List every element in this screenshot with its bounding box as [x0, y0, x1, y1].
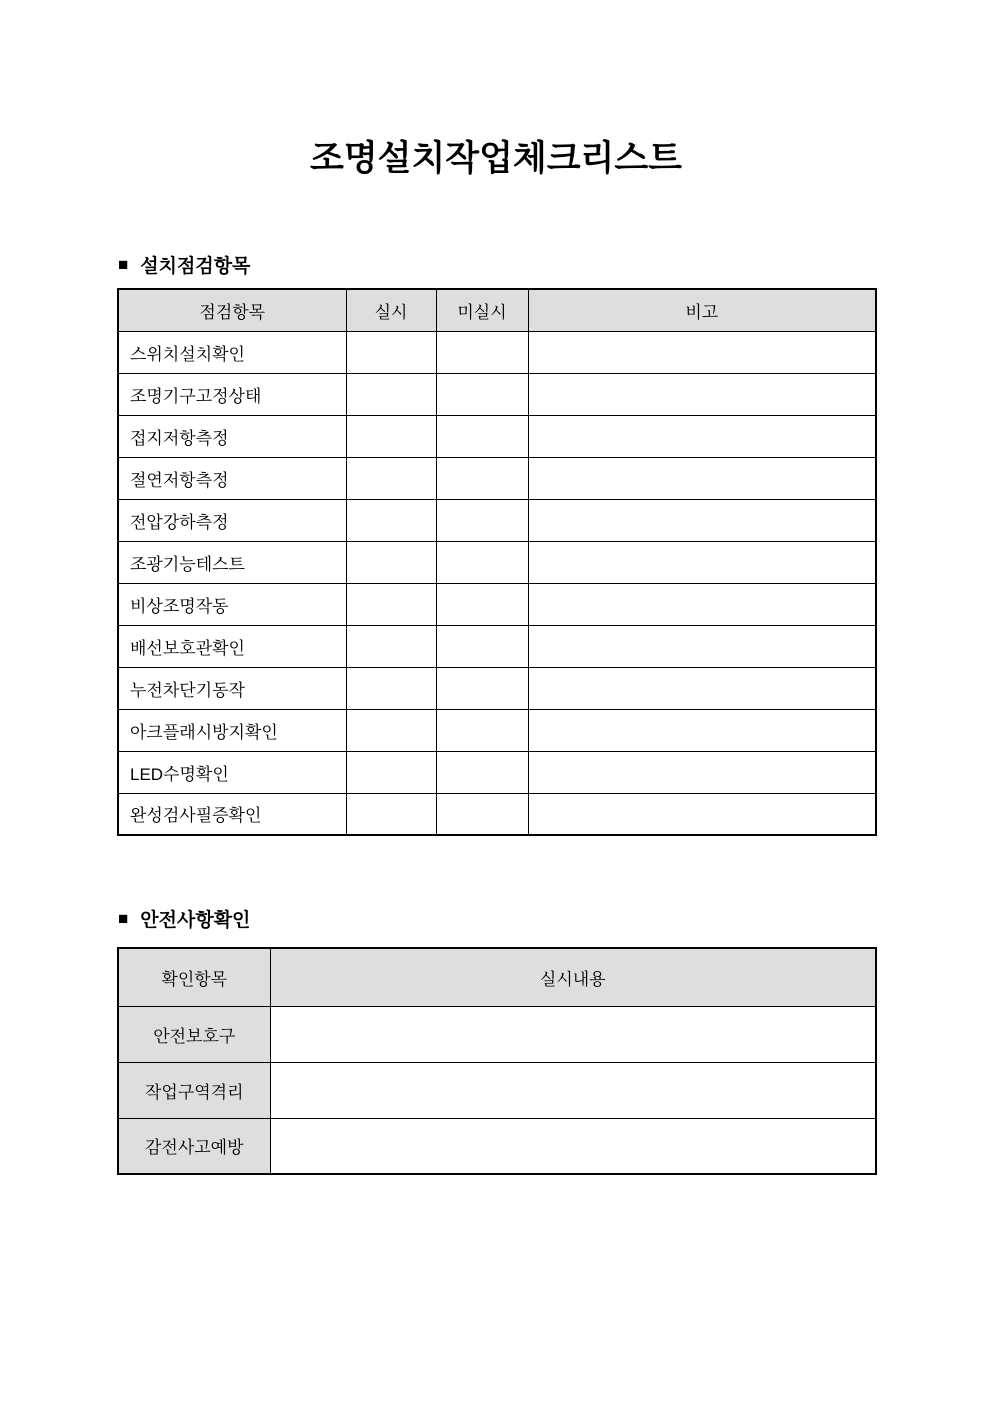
table1-header-remarks: 비고 [528, 289, 876, 331]
table-row [118, 1118, 876, 1174]
remarks-cell [528, 793, 876, 835]
check-item-label: 비상조명작동 [118, 583, 346, 625]
done-cell [346, 751, 436, 793]
done-cell [346, 667, 436, 709]
check-item-label: 전압강하측정 [118, 499, 346, 541]
not-done-cell [436, 751, 528, 793]
remarks-cell [528, 541, 876, 583]
not-done-cell [436, 415, 528, 457]
table-row [118, 709, 876, 751]
remarks-cell [528, 751, 876, 793]
done-cell [346, 793, 436, 835]
not-done-cell [436, 709, 528, 751]
done-cell [346, 583, 436, 625]
square-bullet-icon: ■ [118, 908, 129, 928]
table2-header-item: 확인항목 [118, 948, 270, 1006]
table1-header-notdone: 미실시 [436, 289, 528, 331]
check-item-label: LED수명확인 [118, 751, 346, 793]
not-done-cell [436, 373, 528, 415]
table-row [118, 331, 876, 373]
done-cell [346, 625, 436, 667]
table-row [118, 1006, 876, 1062]
installation-check-table [117, 288, 877, 836]
remarks-cell [528, 499, 876, 541]
not-done-cell [436, 583, 528, 625]
page-title: 조명설치작업체크리스트 [310, 139, 682, 178]
remarks-cell [528, 583, 876, 625]
done-cell [346, 415, 436, 457]
not-done-cell [436, 667, 528, 709]
done-cell [346, 709, 436, 751]
safety-item-label: 감전사고예방 [118, 1118, 270, 1174]
table-row [118, 751, 876, 793]
not-done-cell [436, 457, 528, 499]
content-cell [270, 1062, 876, 1118]
table-row [118, 457, 876, 499]
check-item-label: 배선보호관확인 [118, 625, 346, 667]
not-done-cell [436, 793, 528, 835]
table-row [118, 625, 876, 667]
safety-item-label: 작업구역격리 [118, 1062, 270, 1118]
table1-header-row [118, 289, 876, 331]
check-item-label: 스위치설치확인 [118, 331, 346, 373]
table-row [118, 373, 876, 415]
done-cell [346, 499, 436, 541]
remarks-cell [528, 457, 876, 499]
safety-confirmation-table [117, 947, 877, 1175]
not-done-cell [436, 499, 528, 541]
check-item-label: 접지저항측정 [118, 415, 346, 457]
table2-header-content: 실시내용 [270, 948, 876, 1006]
remarks-cell [528, 415, 876, 457]
section2-heading [118, 905, 250, 932]
table2-header-row [118, 948, 876, 1006]
section1-heading-label: 설치점검항목 [140, 256, 251, 277]
table-row [118, 667, 876, 709]
done-cell [346, 541, 436, 583]
remarks-cell [528, 667, 876, 709]
table1-header-item: 점검항목 [118, 289, 346, 331]
content-cell [270, 1006, 876, 1062]
not-done-cell [436, 625, 528, 667]
remarks-cell [528, 709, 876, 751]
table-row [118, 583, 876, 625]
remarks-cell [528, 331, 876, 373]
table1-header-done: 실시 [346, 289, 436, 331]
check-item-label: 조명기구고정상태 [118, 373, 346, 415]
remarks-cell [528, 625, 876, 667]
table-row [118, 793, 876, 835]
check-item-label: 조광기능테스트 [118, 541, 346, 583]
table-row [118, 541, 876, 583]
remarks-cell [528, 373, 876, 415]
safety-item-label: 안전보호구 [118, 1006, 270, 1062]
table-row [118, 415, 876, 457]
section1-heading [118, 251, 250, 278]
check-item-label: 누전차단기동작 [118, 667, 346, 709]
square-bullet-icon: ■ [118, 254, 129, 274]
table-row [118, 499, 876, 541]
done-cell [346, 373, 436, 415]
content-cell [270, 1118, 876, 1174]
section2-heading-label: 안전사항확인 [140, 910, 251, 931]
done-cell [346, 457, 436, 499]
not-done-cell [436, 541, 528, 583]
check-item-label: 절연저항측정 [118, 457, 346, 499]
not-done-cell [436, 331, 528, 373]
table-row [118, 1062, 876, 1118]
done-cell [346, 331, 436, 373]
check-item-label: 아크플래시방지확인 [118, 709, 346, 751]
check-item-label: 완성검사필증확인 [118, 793, 346, 835]
